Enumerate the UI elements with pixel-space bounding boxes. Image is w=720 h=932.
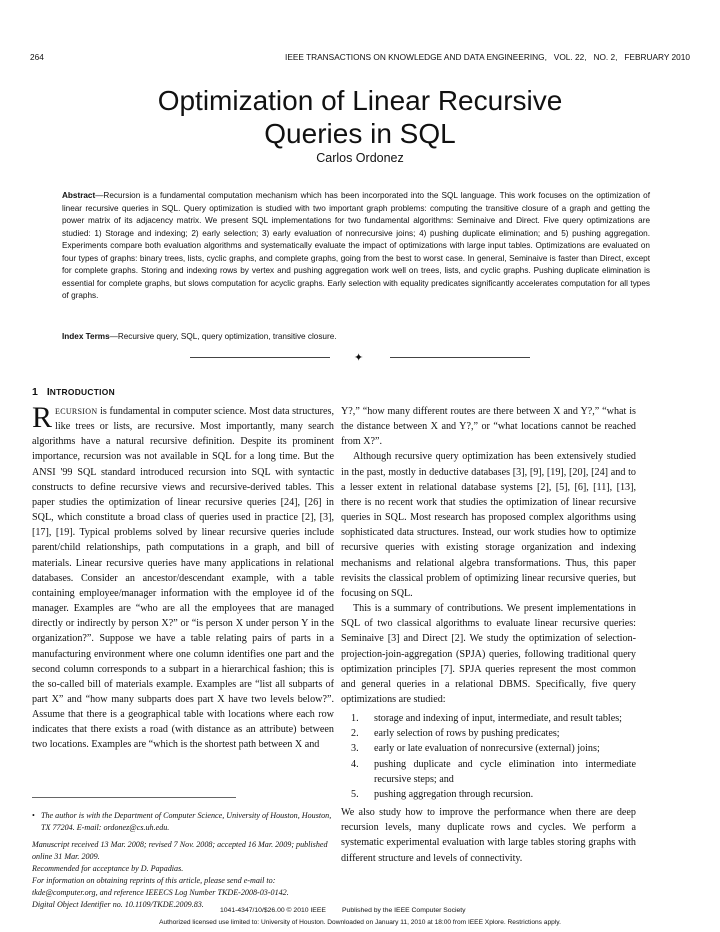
abstract-label: Abstract xyxy=(62,191,96,200)
right-column-text xyxy=(341,404,636,866)
abstract-text: Recursion is a fundamental computation mechanism which has been incorporated into the SQL language. This work focuses on the optimization of linear recursive queries in SQL. Query optimization is studied with two important graph problems: computing the transitive closure of a graph and getting the power matrix of its adjacency matrix. We present SQL implementations for two fundamental algorithms: Seminaive and Direct. Five query optimizations are studied: 1) Storage and indexing; 2) early selection; 3) early evaluation of nonrecursive joins; 4) pushing duplicate elimination; and 5) pushing aggregation. Experiments compare both evaluation algorithms and systematically evaluate the impact of optimizations with large input tables. Optimizations are evaluated on four types of graphs: binary trees, lists, cyclic graphs, and complete graphs, going from the best to worst case. In general, Seminaive is faster than Direct, except for complete graphs. Storing and indexing rows by vertex and pushing aggregation work well on trees, lists, and cyclic graphs. Pushing duplicate elimination is essential for complete graphs, but slows computation for acyclic graphs. Early selection with equality predicates significantly accelerates computation for all types of graphs. xyxy=(62,191,650,300)
title-line-1: Optimization of Linear Recursive xyxy=(157,85,563,116)
diamond-icon: ✦ xyxy=(354,352,364,364)
authorized-use-notice: Authorized licensed use limited to: University of Houston. Downloaded on January 11, 2010 at 18:00 from IEEE Xplore. Restrictions apply. xyxy=(159,919,561,926)
section-title-rest: NTRODUCTION xyxy=(49,387,115,397)
left-column-body: is fundamental in computer science. Most data structures, like trees or lists, are recursive. Most importantly, many search algorithms have a natural recursive definition. Despite its prominent importance, recursion was not available in SQL for a long time. But the ANSI '99 SQL standard introduced recursion into SQL with syntactic constructs to define recursive views and recursive-derived tables. This paper studies the optimization of linear recursive queries [24], [26] in SQL, which constitute a broad class of queries used in practice [2], [3], [17], [19]. Typical problems solved by linear recursive queries include parent/child relationships, path computations in a graph, and bill of materials. Linear recursive queries have many applications in relational databases. Consider an ancestor/descendant example, with a table containing employee/manager information with the employee id of the manager. Examples are “who are all the employees that are managed directly or indirectly by person X?” or “is person X under person Y in the organization?”. Suppose we have a table relating pairs of parts in a manufacturing environment where one column identifies one part and the second column corresponds to a subpart in a hierarchical fashion; this is the so-called bill of materials example. Examples are “list all subparts of part X” and “how many subparts does part X have two levels below?”. Assume that there is a geographical table with locations where each row indicates that there exists a road (with distance as an attribute) between two locations. Examples are “which is the shortest path between X and xyxy=(32,406,334,751)
paragraph: Y?,” “how many different routes are there between X and Y?,” “what is the distance between X and Y?,” or “what locations cannot be reached from X?”. xyxy=(341,406,636,448)
list-number: 1. xyxy=(351,713,359,725)
paragraph: We also study how to improve the performance when there are deep recursion levels, many duplicate rows and cycles. We perform a systematic experimental evaluation with large tables storing graphs with different structure and levels of connectivity. xyxy=(341,807,636,864)
divider-line-left xyxy=(190,357,330,358)
footnote-rule xyxy=(32,797,236,798)
index-terms: Index Terms—Recursive query, SQL, query optimization, transitive closure. xyxy=(62,332,337,341)
optimization-list xyxy=(341,711,636,802)
affiliation-text: The author is with the Department of Computer Science, University of Houston, Houston, TX 77204. E-mail: ordonez@cs.uh.edu. xyxy=(41,811,332,832)
list-item-text: pushing aggregation through recursion. xyxy=(374,788,534,800)
list-item xyxy=(341,741,636,756)
section-divider xyxy=(190,353,530,363)
list-number: 2. xyxy=(351,728,359,740)
abstract: Abstract—Recursion is a fundamental computation mechanism which has been incorporated into the SQL language. This work focuses on the optimization of linear recursive queries in SQL. Query optimization is studied with two important graph problems: computing the transitive closure of a graph and getting the power matrix of its adjacency matrix. We present SQL implementations for two fundamental algorithms: Seminaive and Direct. Five query optimizations are studied: 1) Storage and indexing; 2) early selection; 3) early evaluation of nonrecursive joins; 4) pushing duplicate elimination; and 5) pushing aggregation. Experiments compare both evaluation algorithms and systematically evaluate the impact of optimizations with large input tables. Optimizations are evaluated on four types of graphs: binary trees, lists, cyclic graphs, and complete graphs, going from the best to worst case. In general, Seminaive is faster than Direct, except for complete graphs. Storing and indexing rows by vertex and pushing aggregation work well on trees, lists, and cyclic graphs. Pushing duplicate elimination is essential for complete graphs, but slows computation for acyclic graphs. Early selection with equality predicates significantly accelerates computation for all types of graphs. xyxy=(62,191,650,300)
list-item-text: early selection of rows by pushing predicates; xyxy=(374,728,560,740)
footnotes xyxy=(32,810,334,911)
footnote-affiliation xyxy=(32,810,334,834)
list-item-text: early or late evaluation of nonrecursive (external) joins; xyxy=(374,743,600,755)
section-number: 1 xyxy=(32,386,38,398)
publisher-line: Published by the IEEE Computer Society xyxy=(342,907,466,914)
list-item xyxy=(341,726,636,741)
list-item xyxy=(341,711,636,726)
list-number: 3. xyxy=(351,743,359,755)
lead-smallcaps: ECURSION xyxy=(55,407,98,416)
list-item xyxy=(341,787,636,802)
footnote-doi: Digital Object Identifier no. 10.1109/TKDE.2009.83. xyxy=(32,900,204,909)
paragraph: Although recursive query optimization has been extensively studied in the past, mostly in deductive databases [3], [9], [19], [20], [24] and to a lesser extent in relational database systems [2], [5], [6], [11], [13], there is no recent work that studies the optimization of linear recursive queries in SQL. Most research has proposed complex algorithms using sophisticated data structures. Instead, our work studies how to optimize recursive queries with existing storage organization and indexing mechanisms and relational algebra transformations. Thus, this paper revisits the classical problem of optimizing linear recursive queries, but focusing on SQL. xyxy=(341,451,636,599)
section-heading xyxy=(32,386,115,398)
page-number: 264 xyxy=(30,52,44,62)
left-column-text xyxy=(32,401,334,753)
paper-title xyxy=(60,84,660,150)
index-terms-text: Recursive query, SQL, query optimization, transitive closure. xyxy=(117,332,337,341)
footnote-reprints: For information on obtaining reprints of this article, please send e-mail to: tkde@computer.org, and reference IEEECS Log Number TKDE-2008-03-0142. xyxy=(32,876,289,897)
drop-cap: R xyxy=(32,401,53,434)
footnote-recommended: Recommended for acceptance by D. Papadias. xyxy=(32,864,184,873)
list-number: 5. xyxy=(351,788,359,800)
list-item-text: pushing duplicate and cycle elimination into intermediate recursive steps; and xyxy=(374,758,636,785)
journal-citation: IEEE TRANSACTIONS ON KNOWLEDGE AND DATA ENGINEERING, VOL. 22, NO. 2, FEBRUARY 2010 xyxy=(285,52,690,62)
index-terms-label: Index Terms xyxy=(62,332,110,341)
list-item-text: storage and indexing of input, intermediate, and result tables; xyxy=(374,713,622,725)
bullet-icon: • xyxy=(32,811,35,820)
footnote-received: Manuscript received 13 Mar. 2008; revised 7 Nov. 2008; accepted 16 Mar. 2009; published online 31 Mar. 2009. xyxy=(32,840,328,861)
title-line-2: Queries in SQL xyxy=(264,118,456,149)
author-name: Carlos Ordonez xyxy=(316,151,404,165)
divider-line-right xyxy=(390,357,530,358)
paragraph: This is a summary of contributions. We present implementations in SQL of two classical algorithms to evaluate linear recursive queries: Seminaive [3] and Direct [2]. We study the optimization of selection-projection-join-aggregation (SPJA) queries, following traditional query optimization principles [7]. SPJA queries represent the most common and general queries in a relational DBMS. Specifically, five query optimizations are studied: xyxy=(341,603,636,705)
copyright-line: 1041-4347/10/$26.00 © 2010 IEEE xyxy=(220,907,326,914)
list-item xyxy=(341,757,636,787)
section-title-initial: I xyxy=(46,386,50,398)
list-number: 4. xyxy=(351,758,359,770)
